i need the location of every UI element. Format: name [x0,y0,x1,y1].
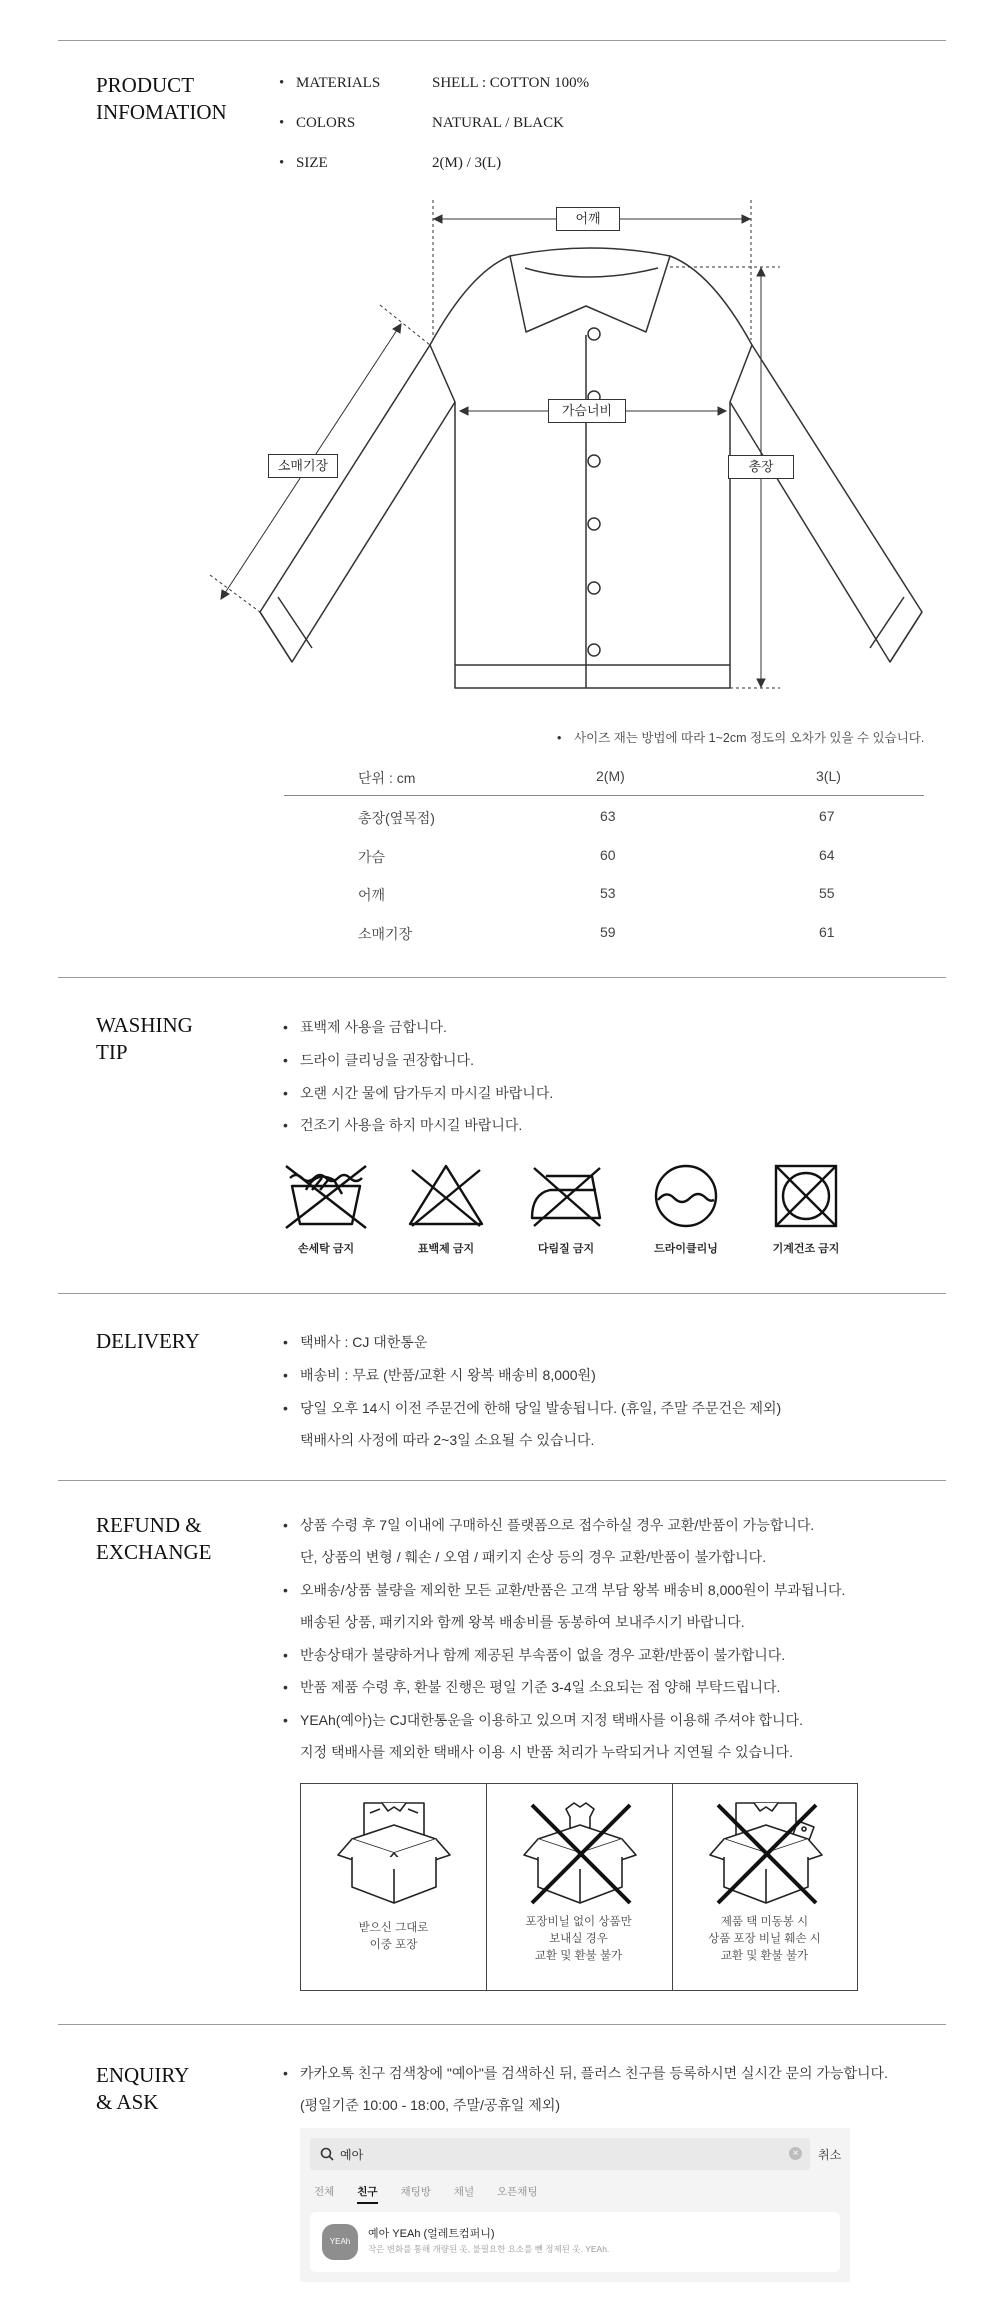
refund-line: • 상품 수령 후 7일 이내에 구매하신 플랫폼으로 접수하실 경우 교환/반품이 가능합니다. [300,1515,814,1535]
result-description: 작은 변화를 통해 개량된 옷, 불필요한 요소를 뺀 정제된 옷. YEAh. [368,2244,610,2254]
kakao-tabs [314,2184,558,2199]
chest-label: 가슴너비 [548,399,626,423]
cancel-button[interactable]: 취소 [818,2148,842,2162]
row-value: SHELL : COTTON 100% [432,75,590,91]
tab-friends[interactable]: 친구 [357,2186,377,2204]
delivery-line: • 당일 오후 14시 이전 주문건에 한해 당일 발송됩니다. (휴일, 주말 주문건은 제외) [300,1398,781,1418]
refund-line: 단, 상품의 변형 / 훼손 / 오염 / 패키지 손상 등의 경우 교환/반품이 불가합니다. [300,1549,767,1565]
hand-wash-prohibited-icon [276,1160,376,1230]
divider [58,1293,946,1294]
row-label: • COLORS [296,113,355,133]
header-size-m: 2(M) [596,768,625,784]
box-no-bag-icon [516,1795,646,1910]
box-icon [330,1795,460,1910]
section-title-washing: WASHING TIP [96,1013,193,1064]
refund-line: 지정 택배사를 제외한 택배사 이용 시 반품 처리가 누락되거나 지연될 수 있습니다. [300,1744,793,1760]
row-label: • SIZE [296,153,328,173]
pack-label: 포장비닐 없이 상품만 보내실 경우 교환 및 환불 불가 [525,1916,632,1962]
kakao-result-item[interactable] [310,2212,840,2272]
clear-icon[interactable]: × [789,2147,802,2160]
pack-label: 받으신 그대로 이중 포장 [358,1922,429,1951]
row-value-m: 59 [600,924,616,940]
row-value-l: 61 [819,924,835,940]
row-value: NATURAL / BLACK [432,115,564,131]
wash-label: 드라이클리닝 [654,1243,718,1255]
section-title-product: PRODUCT INFOMATION [96,73,227,124]
row-label: 어깨 [358,887,386,903]
refund-line: • YEAh(예아)는 CJ대한통운을 이용하고 있으며 지정 택배사를 이용해 주셔야 합니다. [300,1710,803,1730]
row-value-l: 67 [819,808,835,824]
row-label: • MATERIALS [296,73,380,93]
row-label: 소매기장 [358,926,413,942]
divider [58,977,946,978]
row-label: 가슴 [358,849,386,865]
jacket-size-diagram [0,0,1000,720]
delivery-line: • 배송비 : 무료 (반품/교환 시 왕복 배송비 8,000원) [300,1365,596,1385]
tab-all[interactable]: 전체 [314,2186,335,2198]
pack-label: 제품 택 미동봉 시 상품 포장 비닐 훼손 시 교환 및 환불 불가 [708,1916,821,1962]
row-value-m: 60 [600,847,616,863]
row-label: 총장(옆목점) [358,810,435,826]
delivery-line: • 택배사 : CJ 대한통운 [300,1332,427,1352]
row-value-l: 55 [819,885,835,901]
result-name: 예아 YEAh (얼레트컴퍼니) [368,2228,495,2240]
shoulder-label: 어깨 [556,207,620,231]
refund-line: • 오배송/상품 불량을 제외한 모든 교환/반품은 고객 부담 왕복 배송비 8,000원이 부과됩니다. [300,1580,845,1600]
refund-line: • 반송상태가 불량하거나 함께 제공된 부속품이 없을 경우 교환/반품이 불가합니다. [300,1645,785,1665]
divider [58,2024,946,2025]
row-value-m: 63 [600,808,616,824]
delivery-line: 택배사의 사정에 따라 2~3일 소요될 수 있습니다. [300,1432,595,1448]
size-note: • 사이즈 재는 방법에 따라 1~2cm 정도의 오차가 있을 수 있습니다. [574,728,924,748]
length-label: 총장 [728,455,794,479]
section-title-refund: REFUND & EXCHANGE [96,1513,212,1564]
refund-line: • 반품 제품 수령 후, 환불 진행은 평일 기준 3-4일 소요되는 점 양해 부탁드립니다. [300,1677,780,1697]
wash-label: 표백제 금지 [417,1243,475,1255]
washing-tip: • 건조기 사용을 하지 마시길 바랍니다. [300,1115,522,1135]
row-value-m: 53 [600,885,616,901]
table-divider [284,795,924,796]
row-value: 2(M) / 3(L) [432,155,502,171]
search-icon [320,2147,334,2161]
tab-chatrooms[interactable]: 채팅방 [400,2186,431,2198]
search-query: 예아 [340,2148,364,2162]
refund-line: 배송된 상품, 패키지와 함께 왕복 배송비를 동봉하여 보내주시기 바랍니다. [300,1614,745,1630]
row-value-l: 64 [819,847,835,863]
kakao-search-input[interactable] [310,2138,810,2170]
divider [58,1480,946,1481]
section-title-enquiry: ENQUIRY & ASK [96,2063,190,2114]
enquiry-line: • 카카오톡 친구 검색창에 "예아"를 검색하신 뒤, 플러스 친구를 등록하시면 실시간 문의 가능합니다. [300,2063,888,2083]
enquiry-line: (평일기준 10:00 - 18:00, 주말/공휴일 제외) [300,2097,561,2113]
wash-label: 기계건조 금지 [772,1243,840,1255]
wash-label: 다림질 금지 [537,1243,595,1255]
no-iron-icon [516,1160,616,1230]
washing-tip: • 드라이 클리닝을 권장합니다. [300,1050,474,1070]
wash-label: 손세탁 금지 [297,1243,355,1255]
no-tumble-dry-icon [756,1160,856,1230]
washing-tip: • 오랜 시간 물에 담가두지 마시길 바랍니다. [300,1083,553,1103]
kakao-search-screenshot [300,2128,850,2282]
header-unit: 단위 : cm [358,770,416,786]
box-no-tag-icon [702,1795,832,1910]
washing-tip: • 표백제 사용을 금합니다. [300,1017,447,1037]
avatar: YEAh [322,2224,358,2260]
dry-clean-icon [636,1160,736,1230]
section-title-delivery: DELIVERY [96,1329,200,1353]
tab-channels[interactable]: 채널 [453,2186,475,2198]
tab-openchat[interactable]: 오픈채팅 [497,2186,538,2198]
sleeve-label: 소매기장 [268,454,338,478]
no-bleach-icon [396,1160,496,1230]
header-size-l: 3(L) [816,768,841,784]
